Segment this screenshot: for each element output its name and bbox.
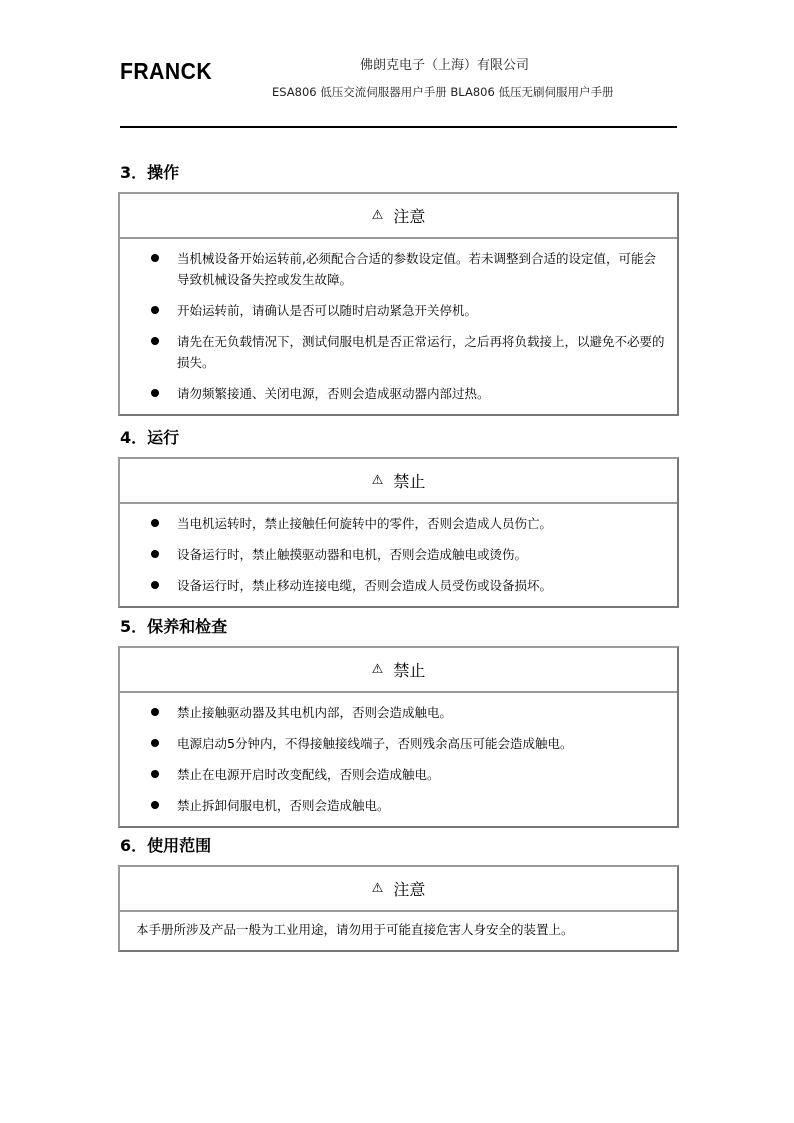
list-item-text: 禁止接触驱动器及其电机内部，否则会造成触电。 [177,705,453,720]
bullet-icon [151,337,159,345]
header-divider [120,126,677,128]
section-heading: 6．使用范围 [120,836,212,855]
notice-box [118,865,679,952]
notice-box-title [120,194,677,239]
bullet-icon [151,801,159,809]
section-heading: 4．运行 [120,428,180,447]
notice-label: 注意 [393,207,426,226]
notice-box-title [120,459,677,504]
company-name: 佛朗克电子（上海）有限公司 [360,58,530,73]
list-item [120,702,677,723]
bullet-icon [151,389,159,397]
warning-triangle-icon: ⚠ [371,208,384,223]
list-item-text: 设备运行时，禁止移动连接电缆，否则会造成人员受伤或设备损坏。 [177,578,553,593]
list-item [120,795,677,816]
bullet-icon [151,550,159,558]
bullet-icon [151,581,159,589]
section-heading: 5．保养和检查 [120,617,228,636]
notice-label: 禁止 [393,472,426,491]
notice-list [120,693,677,826]
notice-box-title [120,648,677,693]
bullet-icon [151,770,159,778]
franck-logo: FRANCK [120,58,213,84]
manual-subtitle: ESA806 低压交流伺服器用户手册 BLA806 低压无刷伺服用户手册 [272,85,614,99]
list-item-text: 设备运行时，禁止触摸驱动器和电机，否则会造成触电或烫伤。 [177,547,528,562]
list-item-text: 电源启动5分钟内，不得接触接线端子，否则残余高压可能会造成触电。 [177,736,573,751]
bullet-icon [151,254,159,262]
list-item [120,575,677,596]
list-item [120,513,677,534]
list-item-text: 当机械设备开始运转前,必须配合合适的参数设定值。若未调整到合适的设定值，可能会导致机械设备失控或发生故障。 [177,251,656,287]
bullet-icon [151,306,159,314]
list-item [120,248,677,290]
bullet-icon [151,708,159,716]
list-item-text: 请勿频繁接通、关闭电源，否则会造成驱动器内部过热。 [177,386,490,401]
warning-triangle-icon: ⚠ [371,662,384,677]
notice-label: 注意 [393,880,426,899]
list-item [120,383,677,404]
list-item [120,544,677,565]
warning-triangle-icon: ⚠ [371,473,384,488]
notice-list [120,504,677,606]
notice-label: 禁止 [393,661,426,680]
list-item-text: 当电机运转时，禁止接触任何旋转中的零件，否则会造成人员伤亡。 [177,516,553,531]
notice-box [118,192,679,416]
list-item [120,331,677,373]
list-item-text: 禁止在电源开启时改变配线，否则会造成触电。 [177,767,440,782]
notice-box [118,457,679,608]
notice-text: 本手册所涉及产品一般为工业用途，请勿用于可能直接危害人身安全的装置上。 [136,922,574,937]
list-item-text: 禁止拆卸伺服电机，否则会造成触电。 [177,798,390,813]
list-item-text: 请先在无负载情况下，测试伺服电机是否正常运行，之后再将负载接上，以避免不必要的损失。 [177,334,665,370]
warning-triangle-icon: ⚠ [371,881,384,896]
bullet-icon [151,739,159,747]
list-item [120,764,677,785]
list-item [120,733,677,754]
section-heading: 3．操作 [120,163,180,182]
bullet-icon [151,519,159,527]
notice-list [120,239,677,414]
notice-box [118,646,679,828]
list-item-text: 开始运转前，请确认是否可以随时启动紧急开关停机。 [177,303,478,318]
list-item [120,300,677,321]
notice-box-title [120,867,677,912]
